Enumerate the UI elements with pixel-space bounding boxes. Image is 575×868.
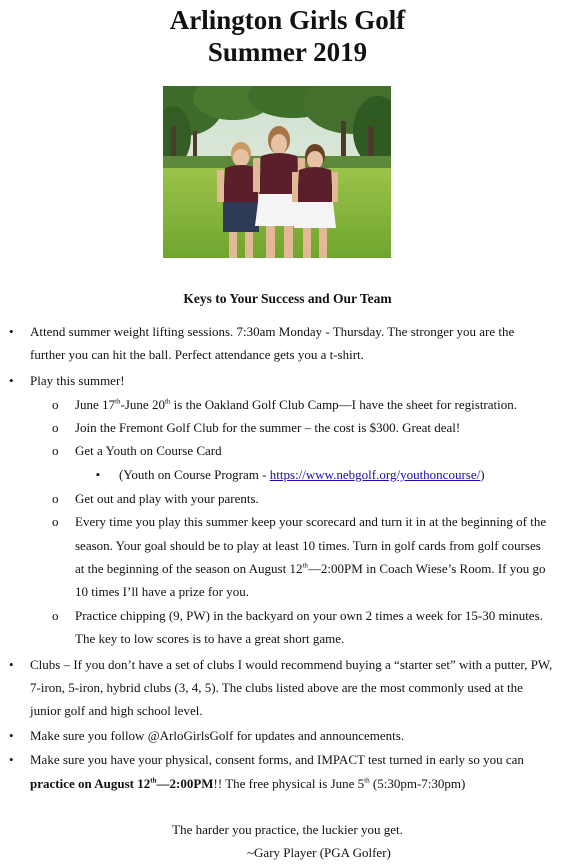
team-photo	[163, 86, 391, 258]
physical-sup: th	[364, 776, 370, 785]
scorecard-line-3	[75, 560, 545, 578]
scorecard-text-b: —2:00PM in Coach Wiese’s Room. If you go	[307, 561, 546, 576]
fremont-line: Join the Fremont Golf Club for the summer – the cost is $300. Great deal!	[75, 420, 461, 435]
physical-line-1: Make sure you have your physical, consent forms, and IMPACT test turned in early so you can	[30, 752, 524, 767]
oakland-text-a: June 17	[75, 397, 116, 412]
youth-program-line	[119, 466, 485, 484]
youth-program-text: (Youth on Course Program -	[119, 467, 270, 482]
bullet-marker: •	[9, 324, 14, 339]
oakland-text-b: -June 20	[120, 397, 165, 412]
physical-line-2	[30, 775, 465, 793]
circle-marker: o	[52, 491, 59, 506]
clubs-line-1: Clubs – If you don’t have a set of clubs I would recommend buying a “starter set” with a putter, PW,	[30, 657, 553, 672]
chipping-line-1: Practice chipping (9, PW) in the backyard on your own 2 times a week for 15-30 minutes.	[75, 608, 543, 623]
physical-text-b: (5:30pm-7:30pm)	[369, 776, 466, 791]
oakland-sup-1: th	[115, 397, 121, 406]
scorecard-sup: th	[302, 561, 308, 570]
bullet-marker: •	[9, 657, 14, 672]
scorecard-line-4: 10 times I’ll have a prize for you.	[75, 584, 249, 599]
oakland-sup-2: th	[164, 397, 171, 406]
weights-line-2: further you can hit the ball. Perfect attendance gets you a t-shirt.	[30, 347, 364, 362]
clubs-line-3: junior golf and high school level.	[30, 703, 203, 718]
practice-text: practice on August 12	[30, 776, 151, 791]
scorecard-line-2: season. Your goal should be to play at least 10 times. Turn in golf cards from golf courses	[75, 538, 541, 553]
quote-text: The harder you practice, the luckier you get.	[172, 822, 403, 837]
chipping-line-2: The key to low scores is to have a great short game.	[75, 631, 345, 646]
bullet-marker: •	[9, 752, 14, 767]
oakland-line	[75, 396, 517, 414]
square-marker: ▪	[96, 469, 100, 481]
follow-line: Make sure you follow @ArloGirlsGolf for updates and announcements.	[30, 728, 405, 743]
bullet-marker: •	[9, 728, 14, 743]
oakland-text-c: is the Oakland Golf Club Camp—I have the sheet for registration.	[170, 397, 518, 412]
weights-line-1: Attend summer weight lifting sessions. 7:30am Monday - Thursday. The stronger you are the	[30, 324, 515, 339]
title-line-1: Arlington Girls Golf	[169, 5, 406, 35]
physical-text-a: !! The free physical is June 5	[213, 776, 365, 791]
circle-marker: o	[52, 420, 59, 435]
youth-on-course-link[interactable]: https://www.nebgolf.org/youthoncourse/	[269, 467, 481, 482]
circle-marker: o	[52, 608, 59, 623]
team-photo-icon	[163, 86, 391, 258]
scorecard-line-1: Every time you play this summer keep your scorecard and turn it in at the beginning of the	[75, 514, 547, 529]
title-line-2: Summer 2019	[207, 37, 368, 67]
clubs-line-2: 7-iron, 5-iron, hybrid clubs (3, 4, 5). The clubs listed above are the most commonly used at the	[30, 680, 523, 695]
section-heading: Keys to Your Success and Our Team	[183, 291, 392, 306]
circle-marker: o	[52, 397, 59, 412]
bullet-marker: •	[9, 373, 14, 388]
circle-marker: o	[52, 443, 59, 458]
parents-line: Get out and play with your parents.	[75, 491, 259, 506]
practice-time: —2:00PM	[156, 776, 214, 791]
circle-marker: o	[52, 514, 59, 529]
play-line: Play this summer!	[30, 373, 125, 388]
scorecard-text-a: at the beginning of the season on August 12	[75, 561, 303, 576]
youth-line: Get a Youth on Course Card	[75, 443, 222, 458]
quote-author: ~Gary Player (PGA Golfer)	[247, 845, 391, 860]
practice-date-bold	[30, 776, 214, 791]
youth-program-close: )	[480, 467, 485, 482]
practice-sup: th	[150, 776, 157, 785]
